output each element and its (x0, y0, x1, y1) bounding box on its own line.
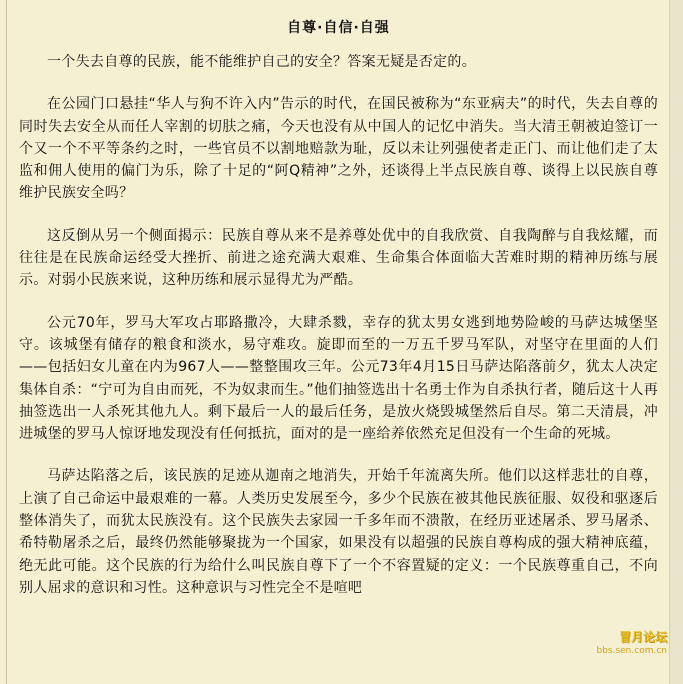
paragraph-3: 这反倒从另一个侧面揭示：民族自尊从来不是养尊处优中的自我欣赏、自我陶醉与自我炫耀，而往往是在民族命运经受大挫折、前进之途充满大艰难、生命集合体面临大苦难时期的精神历练与展示。对弱小民族来说，这种历练和展示显得尤为严酷。 (19, 227, 658, 289)
watermark-text: 冒月论坛 (618, 630, 667, 644)
watermark-url: bbs.sen.com.cn (596, 646, 667, 656)
paragraph-2: 在公园门口悬挂“华人与狗不许入内”告示的时代，在国民被称为“东亚病夫”的时代，失去自尊的同时失去安全从而任人宰割的切肤之痛，今天也没有从中国人的记忆中消失。当大清王朝被迫签订一个又一个不平等条约之时，一些官员不以割地赔款为耻，反以未让列强使者走正门、而让他们走了太监和佣人使用的偏门为乐，除了十足的“阿Q精神”之外，还谈得上半点民族自尊、谈得上以民族自尊维护民族安全吗？ (19, 96, 658, 202)
vertical-scrollbar[interactable] (669, 0, 683, 684)
article-body (7, 51, 670, 599)
paragraph-4: 公元70年，罗马大军攻占耶路撒冷，大肆杀戮，幸存的犹太男女逃到地势险峻的马萨达城堡坚守。该城堡有储存的粮食和淡水，易守难攻。旋即而至的一万五千罗马军队，对坚守在里面的人们——包括妇女儿童在内为967人——整整围攻三年。公元73年4月15日马萨达陷落前夕，犹太人决定集体自杀：“宁可为自由而死，不为奴隶而生。”他们抽签选出十名勇士作为自杀执行者，随后这十人再抽签选出一人杀死其他九人。剩下最后一人的最后任务，是放火烧毁城堡然后自尽。第二天清晨，冲进城堡的罗马人惊讶地发现没有任何抵抗，面对的是一座给养依然充足但没有一个生命的死城。 (19, 314, 658, 443)
paragraph-1: 一个失去自尊的民族，能不能维护自己的安全？答案无疑是否定的。 (47, 54, 476, 70)
forum-watermark (596, 630, 667, 658)
article-page (6, 0, 670, 684)
article-title: 自尊·自信·自强 (287, 20, 390, 36)
paragraph-5: 马萨达陷落之后，该民族的足迹从迦南之地消失，开始千年流离失所。他们以这样悲壮的自尊，上演了自己命运中最艰难的一幕。人类历史发展至今，多少个民族在被其他民族征服、奴役和驱逐后整体消失了，而犹太民族没有。这个民族失去家园一千多年而不溃散，在经历亚述屠杀、罗马屠杀、希特勒屠杀之后，最终仍然能够聚拢为一个国家，如果没有以超强的民族自尊构成的强大精神底蕴，绝无此可能。这个民族的行为给什么叫民族自尊下了一个不容置疑的定义：一个民族尊重自己，不向别人屈求的意识和习性。这种意识与习性完全不是喧吧 (19, 468, 658, 596)
